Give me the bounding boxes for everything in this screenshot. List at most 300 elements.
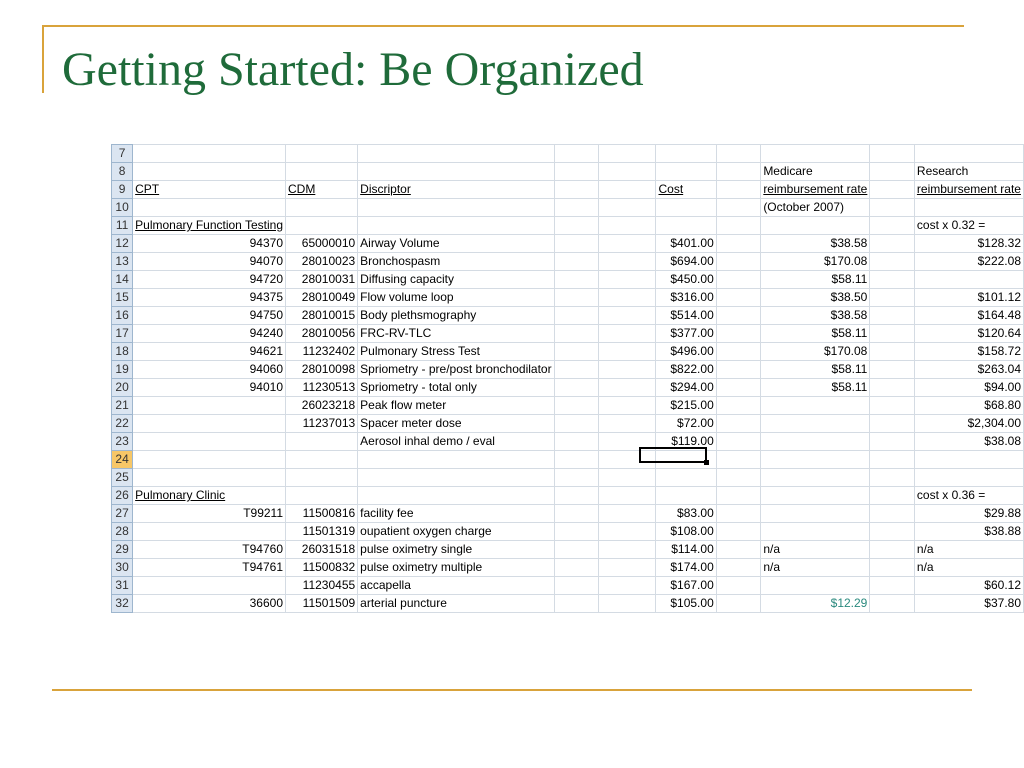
cell-empty[interactable] — [870, 541, 915, 559]
cell-medicare[interactable]: $38.58 — [761, 235, 870, 253]
cell-cdm[interactable]: 28010015 — [286, 307, 358, 325]
cell-cost[interactable]: Cost — [656, 181, 716, 199]
cell-empty[interactable] — [870, 307, 915, 325]
cell-cpt[interactable]: 36600 — [133, 595, 286, 613]
sheet-row — [112, 325, 1024, 343]
cell-cdm[interactable]: 11500832 — [286, 559, 358, 577]
cell-cdm[interactable] — [286, 433, 358, 451]
cell-cdm[interactable]: 28010049 — [286, 289, 358, 307]
cell-medicare[interactable]: $38.58 — [761, 307, 870, 325]
row-number[interactable]: 15 — [112, 289, 133, 307]
cell-research[interactable]: $158.72 — [914, 343, 1023, 361]
cell-empty[interactable] — [716, 343, 761, 361]
cell-empty[interactable] — [599, 343, 656, 361]
cell-medicare[interactable]: $58.11 — [761, 361, 870, 379]
cell-empty[interactable] — [870, 199, 915, 217]
cell-cost[interactable]: $450.00 — [656, 271, 716, 289]
cell-empty[interactable] — [716, 379, 761, 397]
cell-cdm[interactable]: 65000010 — [286, 235, 358, 253]
cell-descriptor[interactable]: Aerosol inhal demo / eval — [358, 433, 554, 451]
cell-empty[interactable] — [554, 559, 599, 577]
cell-descriptor[interactable] — [358, 469, 554, 487]
cell-empty[interactable] — [599, 577, 656, 595]
cell-research[interactable]: cost x 0.32 = — [914, 217, 1023, 235]
cell-empty[interactable] — [599, 199, 656, 217]
row-number[interactable]: 17 — [112, 325, 133, 343]
cell-research[interactable] — [914, 145, 1023, 163]
left-rule — [42, 25, 44, 93]
cell-empty[interactable] — [599, 307, 656, 325]
cell-empty[interactable] — [870, 523, 915, 541]
cell-cdm[interactable]: CDM — [286, 181, 358, 199]
cell-empty[interactable] — [554, 343, 599, 361]
cell-empty[interactable] — [870, 469, 915, 487]
cell-cpt[interactable]: 94750 — [133, 307, 286, 325]
cell-empty[interactable] — [716, 469, 761, 487]
cell-research[interactable] — [914, 199, 1023, 217]
cell-descriptor[interactable]: Spacer meter dose — [358, 415, 554, 433]
cell-empty[interactable] — [870, 217, 915, 235]
sheet-row — [112, 505, 1024, 523]
cell-empty[interactable] — [870, 397, 915, 415]
spreadsheet-body — [112, 145, 1024, 613]
cell-medicare[interactable] — [761, 505, 870, 523]
cell-empty[interactable] — [716, 289, 761, 307]
cell-cpt[interactable] — [133, 577, 286, 595]
cell-research[interactable]: n/a — [914, 541, 1023, 559]
cell-empty[interactable] — [870, 451, 915, 469]
cell-cpt[interactable] — [133, 415, 286, 433]
cell-descriptor[interactable]: Bronchospasm — [358, 253, 554, 271]
cell-empty[interactable] — [716, 487, 761, 505]
row-number[interactable]: 27 — [112, 505, 133, 523]
cell-cost[interactable]: $108.00 — [656, 523, 716, 541]
cell-cost[interactable]: $167.00 — [656, 577, 716, 595]
cell-empty[interactable] — [554, 307, 599, 325]
cell-empty[interactable] — [716, 199, 761, 217]
cell-cpt[interactable] — [133, 145, 286, 163]
cell-empty[interactable] — [554, 289, 599, 307]
cell-cdm[interactable] — [286, 469, 358, 487]
cell-cpt[interactable]: 94240 — [133, 325, 286, 343]
cell-research[interactable]: $38.08 — [914, 433, 1023, 451]
cell-medicare[interactable] — [761, 217, 870, 235]
cell-descriptor[interactable] — [358, 451, 554, 469]
cell-research[interactable] — [914, 451, 1023, 469]
cell-empty[interactable] — [870, 289, 915, 307]
cell-medicare[interactable]: $170.08 — [761, 253, 870, 271]
cell-empty[interactable] — [554, 253, 599, 271]
cell-cpt[interactable]: 94070 — [133, 253, 286, 271]
cell-empty[interactable] — [554, 361, 599, 379]
cell-descriptor[interactable]: Flow volume loop — [358, 289, 554, 307]
cell-cpt[interactable]: CPT — [133, 181, 286, 199]
row-number[interactable]: 20 — [112, 379, 133, 397]
cell-empty[interactable] — [716, 541, 761, 559]
cell-empty[interactable] — [554, 325, 599, 343]
cell-empty[interactable] — [554, 271, 599, 289]
cell-cdm[interactable]: 26031518 — [286, 541, 358, 559]
row-number[interactable]: 11 — [112, 217, 133, 235]
cell-cpt[interactable] — [133, 523, 286, 541]
cell-empty[interactable] — [554, 217, 599, 235]
cell-cost[interactable]: $294.00 — [656, 379, 716, 397]
sheet-row — [112, 595, 1024, 613]
cell-cost[interactable]: $119.00 — [656, 433, 716, 451]
cell-descriptor[interactable]: arterial puncture — [358, 595, 554, 613]
cell-empty[interactable] — [554, 577, 599, 595]
cell-medicare[interactable]: $12.29 — [761, 595, 870, 613]
cell-cost[interactable] — [656, 145, 716, 163]
cell-cost[interactable] — [656, 469, 716, 487]
cell-empty[interactable] — [554, 199, 599, 217]
cell-medicare[interactable] — [761, 523, 870, 541]
cell-empty[interactable] — [870, 343, 915, 361]
row-number[interactable]: 25 — [112, 469, 133, 487]
cell-medicare[interactable]: n/a — [761, 559, 870, 577]
row-number[interactable]: 8 — [112, 163, 133, 181]
cell-empty[interactable] — [599, 523, 656, 541]
cell-empty[interactable] — [554, 505, 599, 523]
cell-empty[interactable] — [716, 505, 761, 523]
row-number[interactable]: 13 — [112, 253, 133, 271]
sheet-row — [112, 397, 1024, 415]
cell-empty[interactable] — [554, 145, 599, 163]
row-number[interactable]: 9 — [112, 181, 133, 199]
cell-descriptor[interactable]: facility fee — [358, 505, 554, 523]
sheet-row — [112, 307, 1024, 325]
cell-empty[interactable] — [716, 181, 761, 199]
cell-descriptor[interactable]: Diffusing capacity — [358, 271, 554, 289]
cell-empty[interactable] — [870, 181, 915, 199]
cell-cpt[interactable]: Pulmonary Function Testing — [133, 217, 286, 235]
cell-cdm[interactable] — [286, 163, 358, 181]
cell-cdm[interactable]: 26023218 — [286, 397, 358, 415]
cell-empty[interactable] — [870, 235, 915, 253]
row-number[interactable]: 24 — [112, 451, 133, 469]
cell-research[interactable]: reimbursement rate — [914, 181, 1023, 199]
cell-medicare[interactable]: $58.11 — [761, 271, 870, 289]
cell-empty[interactable] — [870, 163, 915, 181]
cell-empty[interactable] — [599, 487, 656, 505]
cell-empty[interactable] — [554, 451, 599, 469]
cell-cdm[interactable] — [286, 217, 358, 235]
cell-empty[interactable] — [716, 523, 761, 541]
cell-empty[interactable] — [599, 415, 656, 433]
cell-cpt[interactable]: 94370 — [133, 235, 286, 253]
cell-empty[interactable] — [554, 397, 599, 415]
row-number[interactable]: 19 — [112, 361, 133, 379]
cell-cdm[interactable]: 11500816 — [286, 505, 358, 523]
row-number[interactable]: 28 — [112, 523, 133, 541]
cell-cost[interactable]: $215.00 — [656, 397, 716, 415]
cell-cost[interactable]: $83.00 — [656, 505, 716, 523]
cell-cost[interactable]: $694.00 — [656, 253, 716, 271]
cell-descriptor[interactable] — [358, 217, 554, 235]
row-number[interactable]: 30 — [112, 559, 133, 577]
cell-descriptor[interactable]: pulse oximetry single — [358, 541, 554, 559]
cell-cpt[interactable]: T94760 — [133, 541, 286, 559]
row-number[interactable]: 26 — [112, 487, 133, 505]
cell-medicare[interactable] — [761, 451, 870, 469]
cell-empty[interactable] — [599, 163, 656, 181]
cell-medicare[interactable]: reimbursement rate — [761, 181, 870, 199]
cell-cdm[interactable]: 11230513 — [286, 379, 358, 397]
cell-cost[interactable]: $316.00 — [656, 289, 716, 307]
cell-cost[interactable]: $401.00 — [656, 235, 716, 253]
cell-research[interactable]: $164.48 — [914, 307, 1023, 325]
cell-empty[interactable] — [599, 541, 656, 559]
row-number[interactable]: 31 — [112, 577, 133, 595]
cell-empty[interactable] — [870, 253, 915, 271]
cell-cost[interactable]: $174.00 — [656, 559, 716, 577]
cell-cpt[interactable]: 94375 — [133, 289, 286, 307]
cell-empty[interactable] — [554, 523, 599, 541]
cell-medicare[interactable] — [761, 415, 870, 433]
cell-empty[interactable] — [716, 451, 761, 469]
cell-cpt[interactable] — [133, 397, 286, 415]
sheet-row — [112, 379, 1024, 397]
cell-cdm[interactable] — [286, 145, 358, 163]
fill-handle[interactable] — [704, 460, 709, 465]
cell-research[interactable]: $94.00 — [914, 379, 1023, 397]
cell-medicare[interactable] — [761, 469, 870, 487]
cell-empty[interactable] — [870, 577, 915, 595]
cell-cost[interactable]: $114.00 — [656, 541, 716, 559]
cell-empty[interactable] — [599, 253, 656, 271]
cell-medicare[interactable]: $170.08 — [761, 343, 870, 361]
sheet-row — [112, 469, 1024, 487]
cell-medicare[interactable]: Medicare — [761, 163, 870, 181]
cell-empty[interactable] — [870, 145, 915, 163]
cell-cdm[interactable] — [286, 487, 358, 505]
cell-cdm[interactable]: 28010031 — [286, 271, 358, 289]
cell-cost[interactable]: $377.00 — [656, 325, 716, 343]
cell-descriptor[interactable]: Peak flow meter — [358, 397, 554, 415]
cell-empty[interactable] — [599, 397, 656, 415]
cell-research[interactable]: $29.88 — [914, 505, 1023, 523]
cell-empty[interactable] — [716, 235, 761, 253]
cell-empty[interactable] — [870, 379, 915, 397]
cell-empty[interactable] — [599, 325, 656, 343]
cell-empty[interactable] — [716, 577, 761, 595]
cell-descriptor[interactable]: Pulmonary Stress Test — [358, 343, 554, 361]
cell-descriptor[interactable] — [358, 487, 554, 505]
cell-cost[interactable]: $496.00 — [656, 343, 716, 361]
cell-research[interactable]: $37.80 — [914, 595, 1023, 613]
sheet-row — [112, 577, 1024, 595]
cell-empty[interactable] — [716, 397, 761, 415]
cell-research[interactable]: cost x 0.36 = — [914, 487, 1023, 505]
cell-empty[interactable] — [870, 325, 915, 343]
cell-research[interactable]: $120.64 — [914, 325, 1023, 343]
cell-research[interactable]: n/a — [914, 559, 1023, 577]
cell-empty[interactable] — [599, 217, 656, 235]
cell-medicare[interactable]: $58.11 — [761, 325, 870, 343]
cell-empty[interactable] — [554, 433, 599, 451]
cell-descriptor[interactable]: FRC-RV-TLC — [358, 325, 554, 343]
cell-descriptor[interactable]: accapella — [358, 577, 554, 595]
cell-research[interactable]: $101.12 — [914, 289, 1023, 307]
cell-cpt[interactable]: 94720 — [133, 271, 286, 289]
cell-research[interactable]: $222.08 — [914, 253, 1023, 271]
cell-descriptor[interactable] — [358, 145, 554, 163]
cell-descriptor[interactable] — [358, 199, 554, 217]
cell-cpt[interactable] — [133, 199, 286, 217]
cell-empty[interactable] — [870, 559, 915, 577]
cell-empty[interactable] — [870, 361, 915, 379]
cell-empty[interactable] — [554, 469, 599, 487]
cell-research[interactable]: $68.80 — [914, 397, 1023, 415]
cell-cost[interactable] — [656, 217, 716, 235]
cell-empty[interactable] — [716, 217, 761, 235]
cell-empty[interactable] — [554, 541, 599, 559]
cell-empty[interactable] — [716, 253, 761, 271]
cell-medicare[interactable] — [761, 487, 870, 505]
cell-cpt[interactable]: Pulmonary Clinic — [133, 487, 286, 505]
sheet-row — [112, 145, 1024, 163]
cell-empty[interactable] — [554, 487, 599, 505]
cell-cpt[interactable]: T99211 — [133, 505, 286, 523]
cell-empty[interactable] — [870, 433, 915, 451]
row-number[interactable]: 10 — [112, 199, 133, 217]
row-number[interactable]: 18 — [112, 343, 133, 361]
sheet-row — [112, 433, 1024, 451]
cell-empty[interactable] — [870, 505, 915, 523]
cell-descriptor[interactable]: Discriptor — [358, 181, 554, 199]
cell-empty[interactable] — [554, 163, 599, 181]
cell-cpt[interactable] — [133, 469, 286, 487]
sheet-row — [112, 343, 1024, 361]
cell-empty[interactable] — [716, 325, 761, 343]
cell-empty[interactable] — [599, 559, 656, 577]
cell-cost[interactable]: $72.00 — [656, 415, 716, 433]
cell-empty[interactable] — [716, 361, 761, 379]
cell-medicare[interactable] — [761, 577, 870, 595]
cell-research[interactable]: $2,304.00 — [914, 415, 1023, 433]
cell-medicare[interactable]: $58.11 — [761, 379, 870, 397]
cell-descriptor[interactable]: Airway Volume — [358, 235, 554, 253]
cell-cpt[interactable] — [133, 451, 286, 469]
row-number[interactable]: 29 — [112, 541, 133, 559]
cell-empty[interactable] — [599, 361, 656, 379]
cell-empty[interactable] — [870, 487, 915, 505]
cell-empty[interactable] — [554, 235, 599, 253]
cell-empty[interactable] — [599, 289, 656, 307]
row-number[interactable]: 23 — [112, 433, 133, 451]
row-number[interactable]: 22 — [112, 415, 133, 433]
cell-empty[interactable] — [599, 505, 656, 523]
cell-empty[interactable] — [599, 379, 656, 397]
cell-empty[interactable] — [599, 469, 656, 487]
cell-cdm[interactable] — [286, 199, 358, 217]
cell-empty[interactable] — [554, 181, 599, 199]
row-number[interactable]: 32 — [112, 595, 133, 613]
cell-medicare[interactable]: n/a — [761, 541, 870, 559]
cell-empty[interactable] — [599, 145, 656, 163]
cell-cost[interactable] — [656, 199, 716, 217]
cell-cdm[interactable] — [286, 451, 358, 469]
row-number[interactable]: 12 — [112, 235, 133, 253]
cell-cdm[interactable]: 11501509 — [286, 595, 358, 613]
cell-empty[interactable] — [554, 415, 599, 433]
cell-medicare[interactable]: $38.50 — [761, 289, 870, 307]
cell-medicare[interactable] — [761, 433, 870, 451]
cell-research[interactable]: $60.12 — [914, 577, 1023, 595]
cell-empty[interactable] — [599, 181, 656, 199]
cell-cdm[interactable]: 11237013 — [286, 415, 358, 433]
cell-descriptor[interactable]: oupatient oxygen charge — [358, 523, 554, 541]
cell-empty[interactable] — [716, 271, 761, 289]
cell-empty[interactable] — [870, 415, 915, 433]
cell-empty[interactable] — [716, 433, 761, 451]
cell-empty[interactable] — [554, 379, 599, 397]
cell-cpt[interactable]: T94761 — [133, 559, 286, 577]
cell-cost[interactable]: $822.00 — [656, 361, 716, 379]
cell-research[interactable]: Research — [914, 163, 1023, 181]
cell-empty[interactable] — [599, 595, 656, 613]
cell-cost[interactable]: $514.00 — [656, 307, 716, 325]
cell-cdm[interactable]: 11501319 — [286, 523, 358, 541]
sheet-row — [112, 523, 1024, 541]
cell-cost[interactable] — [656, 487, 716, 505]
row-number[interactable]: 21 — [112, 397, 133, 415]
cell-empty[interactable] — [716, 595, 761, 613]
row-number[interactable]: 7 — [112, 145, 133, 163]
cell-medicare[interactable] — [761, 145, 870, 163]
active-cell-cursor[interactable] — [639, 447, 707, 463]
cell-medicare[interactable] — [761, 397, 870, 415]
row-number[interactable]: 16 — [112, 307, 133, 325]
cell-cpt[interactable]: 94010 — [133, 379, 286, 397]
cell-research[interactable] — [914, 469, 1023, 487]
cell-empty[interactable] — [599, 271, 656, 289]
cell-cpt[interactable]: 94621 — [133, 343, 286, 361]
cell-descriptor[interactable] — [358, 163, 554, 181]
cell-empty[interactable] — [870, 595, 915, 613]
cell-descriptor[interactable]: pulse oximetry multiple — [358, 559, 554, 577]
cell-cdm[interactable]: 11232402 — [286, 343, 358, 361]
cell-cdm[interactable]: 28010056 — [286, 325, 358, 343]
cell-cdm[interactable]: 28010023 — [286, 253, 358, 271]
cell-empty[interactable] — [599, 235, 656, 253]
cell-empty[interactable] — [716, 307, 761, 325]
cell-descriptor[interactable]: Spriometry - total only — [358, 379, 554, 397]
row-number[interactable]: 14 — [112, 271, 133, 289]
sheet-row — [112, 217, 1024, 235]
cell-medicare[interactable]: (October 2007) — [761, 199, 870, 217]
cell-research[interactable]: $128.32 — [914, 235, 1023, 253]
cell-descriptor[interactable]: Body plethsmography — [358, 307, 554, 325]
cell-empty[interactable] — [716, 145, 761, 163]
cell-cost[interactable]: $105.00 — [656, 595, 716, 613]
cell-empty[interactable] — [554, 595, 599, 613]
cell-empty[interactable] — [716, 559, 761, 577]
cell-cost[interactable] — [656, 163, 716, 181]
cell-research[interactable]: $263.04 — [914, 361, 1023, 379]
cell-empty[interactable] — [870, 271, 915, 289]
cell-cpt[interactable] — [133, 163, 286, 181]
cell-descriptor[interactable]: Spriometry - pre/post bronchodilator — [358, 361, 554, 379]
cell-research[interactable]: $38.88 — [914, 523, 1023, 541]
cell-cpt[interactable] — [133, 433, 286, 451]
cell-empty[interactable] — [716, 163, 761, 181]
cell-empty[interactable] — [716, 415, 761, 433]
cell-cdm[interactable]: 28010098 — [286, 361, 358, 379]
cell-research[interactable] — [914, 271, 1023, 289]
cell-cpt[interactable]: 94060 — [133, 361, 286, 379]
cell-cdm[interactable]: 11230455 — [286, 577, 358, 595]
